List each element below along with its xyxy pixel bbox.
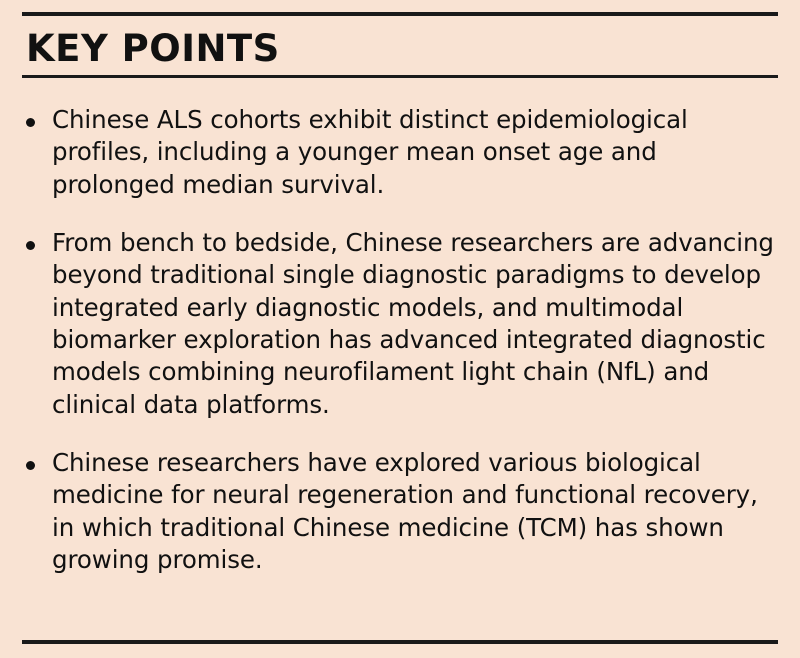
list-item <box>26 227 774 421</box>
key-points-list <box>22 78 778 576</box>
bullet-dot-icon <box>26 227 52 254</box>
list-item <box>26 104 774 201</box>
list-item-text: From bench to bedside, Chinese researchers are advancing beyond traditional single diagnostic paradigms to develop integrated early diagnostic models, and multimodal biomarker exploration has advanced integrated diagnostic models combining neurofilament light chain (NfL) and clinical data platforms. <box>52 227 774 419</box>
list-item-text: Chinese researchers have explored various biological medicine for neural regeneration and functional recovery, in which traditional Chinese medicine (TCM) has shown growing promise. <box>52 447 758 574</box>
bullet-dot-icon <box>26 104 52 131</box>
list-item-text: Chinese ALS cohorts exhibit distinct epidemiological profiles, including a younger mean onset age and prolonged median survival. <box>52 105 688 199</box>
page-title: KEY POINTS <box>26 27 280 70</box>
list-item <box>26 447 774 576</box>
bullet-dot-icon <box>26 447 52 474</box>
bottom-divider <box>22 640 778 644</box>
